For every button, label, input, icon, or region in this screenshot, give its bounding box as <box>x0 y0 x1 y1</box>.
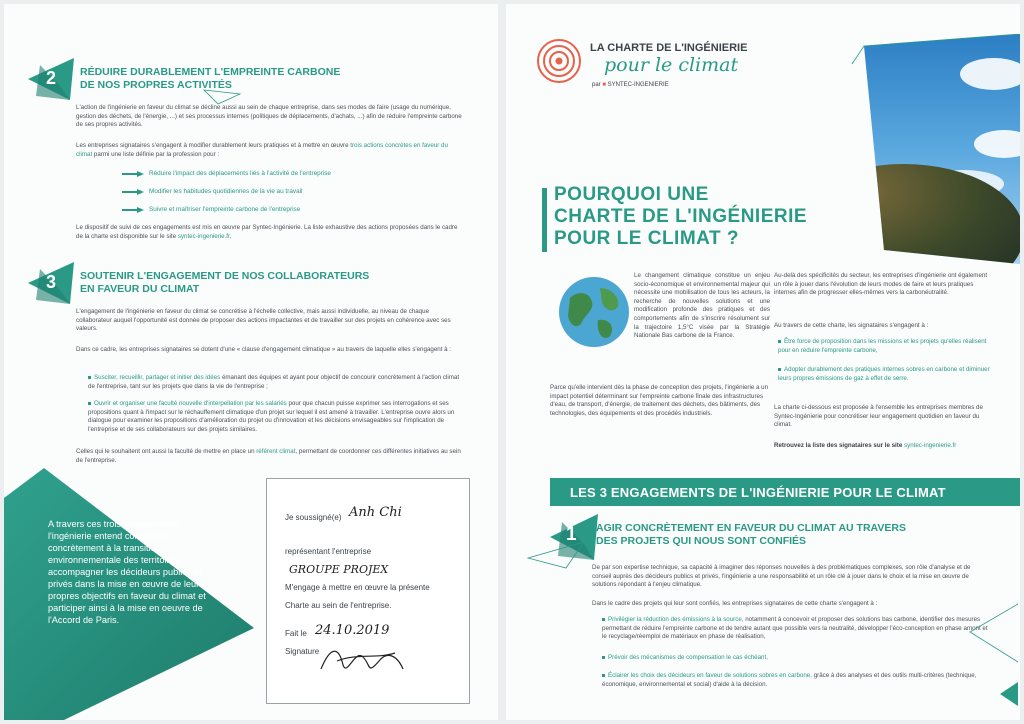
section-3-p3-end: , permettant de coordonner ces différentes initiatives au sein de l'entreprise. <box>76 448 461 464</box>
section-2-paragraph-2 <box>76 142 464 159</box>
page-title-line-2: CHARTE DE L'INGÉNIERIE <box>554 206 808 227</box>
handwritten-signature-scribble <box>317 639 407 679</box>
section-1-bullet-1-highlight: Privilégier la réduction des émissions à la source, <box>608 616 744 623</box>
section-1-paragraph-1: De par son expertise technique, sa capacité à imaginer des réponses nouvelles à des problématiques complexes, son rôle d'analyse et de conseil auprès des décideurs publics et privés, l'ingénierie a une responsabilité et un rôle clé à jouer dans le choix et la mise en œuvre de solutions répondant à l'enjeu climatique. <box>592 564 971 589</box>
syntec-link[interactable]: syntec-ingenierie.fr <box>177 232 230 240</box>
intro-bullet-1-text: Être force de proposition dans les missions et les projets qu'elles réalisent pour en réduire l'empreinte carbone, <box>778 338 987 354</box>
intro-col2-paragraph-2: Au travers de cette charte, les signataires s'engagent à : <box>774 322 929 329</box>
section-2-p2-end: parmi une liste définie par la profession pour : <box>92 150 220 158</box>
section-2-item-1-label: Réduire l'impact des déplacements liés à l'activité de l'entreprise <box>149 170 331 177</box>
signature-line-6: Signature <box>285 647 320 656</box>
section-2-p2-text: Les entreprises signataires s'engagent à modifier durablement leurs pratiques et à mettre en œuvre <box>76 142 351 149</box>
section-1-title-line2: DES PROJETS QUI NOUS SONT CONFIÉS <box>596 534 807 547</box>
section-2-p2-highlight: trois actions concrètes en faveur du climat <box>76 142 448 158</box>
section-1-title-line1: AGIR CONCRÈTEMENT EN FAVEUR DU CLIMAT AU TRAVERS <box>596 522 906 534</box>
page-title-line-1: POURQUOI UNE <box>554 184 709 205</box>
section-3-paragraph-1: L'engagement de l'ingénierie en faveur du climat se concrétise à l'échelle collective, mais aussi individuelle, au niveau de chaque collaborateur auquel l'opportunité est donnée de proposer des actions impactantes et de travailler sur des projets en cohérence avec ses valeurs. <box>76 308 451 333</box>
referent-climat-text: référent climat <box>256 448 296 455</box>
section-2-item-1 <box>122 170 331 177</box>
section-3-bullet-2-text: pour que chacun puisse exprimer ses interrogations et ses propositions quant à l'impact sur le réchauffement climatique d'un projet sur lequel il est amené à travailler. L'entreprise ouvre alors un dialogue pour examiner les propositions d'amélioration du projet ou d'innovation et les décisions envisageables sur l'implication de l'entreprise et de ses collaborateurs sur des projets similaires. <box>88 400 455 433</box>
intro-bullet-2 <box>778 366 990 383</box>
section-2-paragraph-1: L'action de l'ingénierie en faveur du climat se décline aussi au sein de chaque entreprise, dans ses modes de faire (usage du numérique, gestion des déchets, de l'énergie, ...) et ses processus internes (politiques de déplacements, d'achats, ...) afin de réduire l'empreinte carbone de ses propres activités. <box>76 104 462 129</box>
signatories-link[interactable]: syntec-ingenierie.fr <box>904 442 957 449</box>
signature-line-3: M'engage à mettre en œuvre la présente <box>285 583 430 592</box>
charte-logo-icon <box>536 38 582 84</box>
signature-line-4: Charte au sein de l'entreprise. <box>285 601 392 610</box>
section-1-bullet-2-text: Prévoir des mécanismes de compensation le cas échéant, <box>608 654 768 661</box>
section-2-item-2 <box>122 188 302 195</box>
section-2-p3-end: . <box>229 232 232 240</box>
bullet-square-icon <box>88 376 91 379</box>
logo-org: SYNTEC-INGENIERIE <box>607 82 669 88</box>
right-page <box>506 4 1020 720</box>
intro-col1-paragraph-1: Le changement climatique constitue un enjeu socio-économique et environnemental majeur qui nécessite une mobilisation de tous les acteurs, la recherche de nouvelles solutions et une modification profonde des pratiques et des comportements afin de s'inscrire résolument sur la trajectoire 1,5°C visée par la Stratégie Nationale Bas carbone de la France. <box>634 272 770 340</box>
signature-name-handwritten: Anh Chi <box>349 505 402 520</box>
section-2-item-3 <box>122 206 300 213</box>
section-2-title-line1: RÉDUIRE DURABLEMENT L'EMPREINTE CARBONE <box>80 66 341 78</box>
globe-icon <box>556 274 632 350</box>
signature-line-2: représentant l'entreprise <box>285 547 372 556</box>
page-title-line-3: POUR LE CLIMAT ? <box>554 228 739 249</box>
section-1-paragraph-2: Dans le cadre des projets qui leur sont confiés, les entreprises signataires de cette charte s'engagent à : <box>592 600 878 607</box>
bullet-square-icon <box>88 402 91 405</box>
section-2-paragraph-3 <box>76 224 464 241</box>
section-3-title-line1: SOUTENIR L'ENGAGEMENT DE NOS COLLABORATEURS <box>80 270 370 282</box>
decor-triangle-outline-icon <box>526 540 586 570</box>
section-3-p3-text: Celles qui le souhaitent ont aussi la faculté de mettre en place un <box>76 448 257 455</box>
signatories-text: Retrouvez la liste des signataires sur le site <box>774 442 904 449</box>
section-3-title <box>80 270 369 295</box>
section-2-item-2-label: Modifier les habitudes quotidiennes de la vie au travail <box>149 188 303 195</box>
logo-line-2: pour le climat <box>604 54 739 76</box>
section-3-paragraph-3 <box>76 448 464 465</box>
section-3-paragraph-2: Dans ce cadre, les entreprises signataires se dotent d'une « clause d'engagement climatique » au travers de laquelle elles s'engagent à : <box>76 346 452 353</box>
section-1-bullet-1 <box>602 616 988 642</box>
section-3-bullet-1-text: émanant des équipes et ayant pour objectif de concourir concrètement à l'action climat de l'entreprise, tant sur les projets que dans la vie de l'entreprise ; <box>88 374 460 390</box>
intro-bullet-1 <box>778 338 990 355</box>
section-3-bullet-2 <box>88 400 464 434</box>
section-1-title <box>596 522 906 547</box>
section-1-bullet-1-text: notamment à concevoir et proposer des solutions bas carbone, identifier des mesures permettant de réduire l'empreinte carbone et de tendre autant que possible vers la neutralité, développer l'éco-conception en phase amont et le recyclage/réemploi de matériaux en phase de réalisation, <box>602 616 988 641</box>
earth-photo-image <box>844 34 1020 264</box>
decor-triangle-outline-icon <box>950 602 1020 712</box>
page-title <box>554 184 807 250</box>
section-3-bullet-1 <box>88 374 464 391</box>
signature-company-handwritten: GROUPE PROJEX <box>289 563 389 576</box>
intro-col2-paragraph-3: La charte ci-dessous est proposée à l'ensemble les entreprises membres de Syntec-Ingénierie pour concrétiser leur engagement quotidien en faveur du climat. <box>774 404 983 429</box>
section-1-bullet-3 <box>602 672 988 689</box>
intro-col1-paragraph-2: Parce qu'elle intervient dès la phase de conception des projets, l'ingénierie a un impact potentiel déterminant sur l'empreinte carbone finale des infrastructures d'eau, de transport, d'énergie, de traitement des déchets, des bâtiments, des technologies, des équipements et des procédés industriels. <box>550 384 769 417</box>
logo-by: par ■ SYNTEC-INGENIERIE <box>592 82 669 88</box>
section-3-bullet-2-highlight: Ouvrir et organiser une faculté nouvelle d'interpellation par les salariés <box>94 400 287 407</box>
title-accent-bar <box>542 188 547 252</box>
arrow-right-icon <box>122 189 144 195</box>
engagements-band: LES 3 ENGAGEMENTS DE L'INGÉNIERIE POUR LE CLIMAT <box>550 478 1020 506</box>
bullet-square-icon <box>778 368 781 371</box>
section-2-title-line2: DE NOS PROPRES ACTIVITÉS <box>80 78 232 91</box>
arrow-right-icon <box>122 171 144 177</box>
bullet-square-icon <box>602 674 605 677</box>
section-3-number: 3 <box>46 272 57 292</box>
section-3-bullet-1-highlight: Susciter, recueillir, partager et initier des idées <box>94 374 221 381</box>
bullet-square-icon <box>778 340 781 343</box>
bullet-square-icon <box>602 618 605 621</box>
section-1-bullet-3-highlight: Éclairer les choix des décideurs en faveur de solutions sobres en carbone, <box>608 672 812 679</box>
intro-col2-paragraph-1: Au-delà des spécificités du secteur, les entreprises d'ingénierie ont également un rôle à jouer dans l'évolution de leurs modes de faire et leurs pratiques internes afin de progresser elles-mêmes vers la carbonéutralité. <box>774 272 988 297</box>
arrow-right-icon <box>122 207 144 213</box>
left-page <box>4 4 498 720</box>
signature-line-1: Je soussigné(e) <box>285 513 342 522</box>
logo-by-label: par <box>592 82 601 88</box>
section-1-bullet-3-text: grâce à des analyses et des outils multi-critères (technique, économique, environnemental et social) d'aide à la décision. <box>602 672 977 688</box>
section-2-item-3-label: Suivre et maîtriser l'empreinte carbone de l'entreprise <box>149 206 301 213</box>
bullet-square-icon <box>602 656 605 659</box>
signature-box <box>266 478 470 704</box>
signature-line-5: Fait le <box>285 629 307 638</box>
section-2-p3-text: Le dispositif de suivi de ces engagements est mis en œuvre par Syntec-Ingénierie. La liste exhaustive des actions proposées dans le cadre de la charte est disponible sur le site <box>76 224 458 240</box>
signature-date-handwritten: 24.10.2019 <box>315 623 390 638</box>
section-3-title-line2: EN FAVEUR DU CLIMAT <box>80 282 200 295</box>
logo-line-1: LA CHARTE DE L'INGÉNIERIE <box>590 42 748 54</box>
signatories-link-line <box>774 442 1014 451</box>
quote-text: A travers ces trois engagements, l'ingénierie entend contribuer concrètement à la transition environnementale des territoires, accompagner les décideurs publics et privés dans la mise en œuvre de leurs propres objectifs en faveur du climat et participer ainsi à la mise en oeuvre de l'Accord de Paris. <box>48 519 206 625</box>
section-1-number: 1 <box>566 524 577 545</box>
section-1-bullet-2 <box>602 654 988 663</box>
intro-bullet-2-text: Adopter durablement des pratiques internes sobres en carbone et diminuer leurs propres émissions de gaz à effet de serre. <box>778 366 990 382</box>
section-2-number: 2 <box>46 68 57 88</box>
